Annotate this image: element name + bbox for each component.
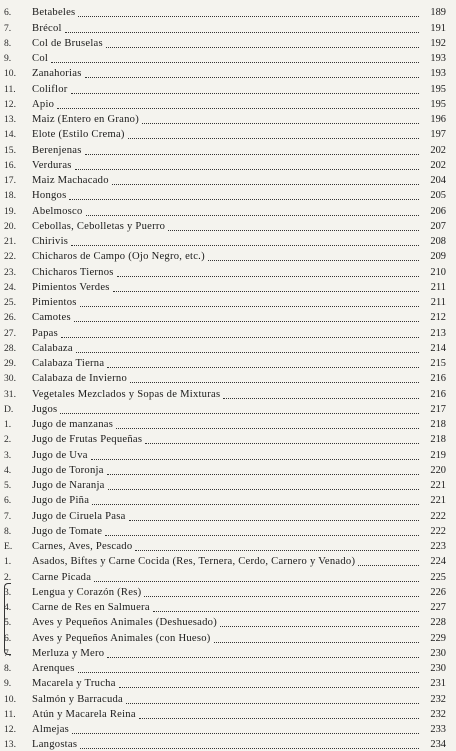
entry-page-number: 195 bbox=[430, 83, 446, 95]
entry-number: 31. bbox=[4, 388, 16, 400]
entry-number: E. bbox=[4, 541, 13, 552]
entry-page-number: 219 bbox=[430, 449, 446, 461]
entry-number: 11. bbox=[4, 708, 16, 720]
dot-leader bbox=[65, 20, 419, 33]
entry-number: 7. bbox=[4, 647, 12, 659]
toc-entry bbox=[0, 706, 456, 721]
entry-title: Jugos bbox=[32, 403, 58, 415]
dot-leader bbox=[108, 477, 419, 490]
dot-leader bbox=[223, 386, 419, 399]
toc-entry bbox=[0, 65, 456, 80]
entry-title: Jugo de Frutas Pequeñas bbox=[32, 434, 143, 446]
entry-title: Atún y Macarela Reina bbox=[32, 708, 136, 720]
entry-number: 8. bbox=[4, 37, 12, 49]
toc-entry bbox=[0, 279, 456, 294]
toc-entry bbox=[0, 309, 456, 324]
toc-entry bbox=[0, 523, 456, 538]
dot-leader bbox=[117, 264, 419, 277]
dot-leader bbox=[129, 508, 419, 521]
entry-title: Coliflor bbox=[32, 83, 68, 95]
entry-number: 15. bbox=[4, 144, 16, 156]
toc-entry bbox=[0, 736, 456, 751]
dot-leader bbox=[145, 431, 419, 444]
entry-number: 13. bbox=[4, 739, 16, 751]
entry-title: Jugo de Uva bbox=[32, 449, 88, 461]
entry-number: 10. bbox=[4, 693, 16, 705]
dot-leader bbox=[80, 294, 419, 307]
entry-page-number: 202 bbox=[430, 159, 446, 171]
entry-title: Macarela y Trucha bbox=[32, 678, 116, 690]
entry-title: Chicharos Tiernos bbox=[32, 266, 114, 278]
entry-page-number: 217 bbox=[430, 403, 446, 415]
entry-title: Cebollas, Cebolletas y Puerro bbox=[32, 220, 166, 232]
entry-page-number: 193 bbox=[430, 53, 446, 64]
toc-entry bbox=[0, 599, 456, 614]
entry-number: 7. bbox=[4, 510, 12, 522]
toc-entry bbox=[0, 462, 456, 477]
entry-page-number: 230 bbox=[430, 663, 446, 674]
entry-number: 9. bbox=[4, 678, 12, 690]
entry-number: 19. bbox=[4, 205, 16, 217]
toc-entry bbox=[0, 629, 456, 644]
dot-leader bbox=[72, 721, 419, 734]
dot-leader bbox=[69, 187, 419, 200]
dot-leader bbox=[107, 462, 419, 475]
toc-entry bbox=[0, 355, 456, 370]
entry-page-number: 224 bbox=[430, 556, 446, 568]
dot-leader bbox=[142, 111, 419, 124]
toc-entry bbox=[0, 4, 456, 19]
entry-title: Brécol bbox=[32, 22, 62, 34]
entry-title: Abelmosco bbox=[32, 205, 83, 217]
entry-number: 7. bbox=[4, 22, 12, 34]
entry-title: Lengua y Corazón (Res) bbox=[32, 586, 142, 598]
entry-title: Langostas bbox=[32, 739, 78, 751]
entry-title: Salmón y Barracuda bbox=[32, 693, 123, 705]
toc-entry bbox=[0, 614, 456, 629]
toc-entry bbox=[0, 50, 456, 65]
dot-leader bbox=[105, 523, 419, 536]
entry-title: Jugo de Ciruela Pasa bbox=[32, 510, 126, 522]
dot-leader bbox=[220, 614, 419, 627]
entry-number: 14. bbox=[4, 129, 16, 141]
entry-number: 27. bbox=[4, 327, 16, 339]
entry-page-number: 226 bbox=[430, 586, 446, 598]
toc-entry bbox=[0, 416, 456, 431]
entry-title: Berenjenas bbox=[32, 144, 82, 156]
entry-title: Col bbox=[32, 53, 49, 64]
entry-page-number: 208 bbox=[430, 236, 446, 247]
entry-number: 16. bbox=[4, 159, 16, 171]
entry-title: Carne Picada bbox=[32, 571, 92, 583]
entry-title: Asados, Biftes y Carne Cocida (Res, Ternera, Cerdo, Carnero y Venado) bbox=[32, 556, 356, 568]
dot-leader bbox=[71, 81, 419, 94]
entry-title: Carne de Res en Salmuera bbox=[32, 602, 150, 613]
dot-leader bbox=[61, 325, 419, 338]
entry-page-number: 228 bbox=[430, 617, 446, 629]
entry-page-number: 222 bbox=[430, 510, 446, 522]
dot-leader bbox=[135, 538, 419, 551]
entry-number: 2. bbox=[4, 434, 12, 446]
margin-bracket-mark bbox=[4, 583, 11, 655]
entry-page-number: 222 bbox=[430, 525, 446, 537]
dot-leader bbox=[214, 630, 419, 643]
dot-leader bbox=[57, 96, 419, 109]
toc-entry bbox=[0, 431, 456, 446]
entry-title: Pimientos bbox=[32, 297, 77, 308]
toc-entry bbox=[0, 370, 456, 385]
entry-number: 18. bbox=[4, 190, 16, 202]
entry-page-number: 209 bbox=[430, 251, 446, 263]
entry-number: 6. bbox=[4, 7, 12, 19]
entry-title: Arenques bbox=[32, 663, 75, 674]
toc-entry bbox=[0, 80, 456, 95]
dot-leader bbox=[128, 126, 419, 139]
entry-number: 21. bbox=[4, 236, 16, 247]
entry-page-number: 225 bbox=[430, 571, 446, 583]
dot-leader bbox=[126, 691, 419, 704]
entry-number: 8. bbox=[4, 525, 12, 537]
entry-number: 2. bbox=[4, 571, 12, 583]
entry-page-number: 218 bbox=[430, 434, 446, 446]
entry-title: Apio bbox=[32, 98, 55, 110]
dot-leader bbox=[113, 279, 419, 292]
entry-title: Chirivis bbox=[32, 236, 69, 247]
entry-number: 23. bbox=[4, 266, 16, 278]
toc-entry bbox=[0, 477, 456, 492]
entry-page-number: 213 bbox=[430, 327, 446, 339]
entry-page-number: 193 bbox=[430, 68, 446, 80]
entry-title: Carnes, Aves, Pescado bbox=[32, 541, 133, 552]
entry-page-number: 223 bbox=[430, 541, 446, 552]
dot-leader bbox=[78, 660, 419, 673]
dot-leader bbox=[106, 35, 419, 48]
dot-leader bbox=[107, 645, 419, 658]
entry-page-number: 191 bbox=[430, 22, 446, 34]
entry-page-number: 234 bbox=[430, 739, 446, 751]
entry-number: 22. bbox=[4, 251, 16, 263]
entry-number: 6. bbox=[4, 495, 12, 507]
entry-number: 3. bbox=[4, 449, 12, 461]
dot-leader bbox=[85, 65, 419, 78]
entry-page-number: 215 bbox=[430, 358, 446, 369]
toc-entry bbox=[0, 248, 456, 263]
dot-leader bbox=[60, 401, 419, 414]
entry-page-number: 189 bbox=[430, 7, 446, 19]
dot-leader bbox=[71, 233, 419, 246]
dot-leader bbox=[107, 355, 419, 368]
dot-leader bbox=[139, 706, 419, 719]
toc-entry bbox=[0, 538, 456, 553]
entry-number: D. bbox=[4, 403, 14, 415]
entry-number: 1. bbox=[4, 419, 12, 430]
toc-list bbox=[0, 4, 456, 751]
entry-title: Merluza y Mero bbox=[32, 647, 105, 659]
entry-page-number: 207 bbox=[430, 220, 446, 232]
dot-leader bbox=[208, 248, 419, 261]
dot-leader bbox=[358, 553, 419, 566]
toc-entry bbox=[0, 385, 456, 400]
toc-entry bbox=[0, 202, 456, 217]
entry-number: 26. bbox=[4, 312, 16, 324]
entry-number: 6. bbox=[4, 632, 12, 644]
toc-entry bbox=[0, 35, 456, 50]
entry-number: 10. bbox=[4, 68, 16, 80]
entry-number: 8. bbox=[4, 663, 12, 674]
entry-title: Papas bbox=[32, 327, 58, 339]
toc-entry bbox=[0, 690, 456, 705]
entry-page-number: 195 bbox=[430, 98, 446, 110]
entry-page-number: 232 bbox=[430, 693, 446, 705]
entry-page-number: 205 bbox=[430, 190, 446, 202]
entry-page-number: 220 bbox=[430, 464, 446, 476]
entry-page-number: 206 bbox=[430, 205, 446, 217]
toc-entry bbox=[0, 507, 456, 522]
entry-page-number: 196 bbox=[430, 114, 446, 125]
dot-leader bbox=[168, 218, 419, 231]
toc-entry bbox=[0, 645, 456, 660]
toc-entry bbox=[0, 141, 456, 156]
entry-title: Calabaza bbox=[32, 342, 73, 354]
toc-entry bbox=[0, 172, 456, 187]
entry-number: 9. bbox=[4, 53, 12, 64]
entry-number: 25. bbox=[4, 297, 16, 308]
toc-entry bbox=[0, 492, 456, 507]
toc-entry bbox=[0, 19, 456, 34]
dot-leader bbox=[86, 203, 419, 216]
toc-entry bbox=[0, 721, 456, 736]
entry-title: Maiz (Entero en Grano) bbox=[32, 114, 139, 125]
entry-title: Camotes bbox=[32, 312, 71, 324]
dot-leader bbox=[85, 142, 419, 155]
entry-title: Jugo de Toronja bbox=[32, 464, 104, 476]
toc-entry bbox=[0, 187, 456, 202]
entry-page-number: 211 bbox=[430, 297, 446, 308]
entry-page-number: 197 bbox=[430, 129, 446, 141]
entry-title: Calabaza Tierna bbox=[32, 358, 105, 369]
toc-entry bbox=[0, 401, 456, 416]
toc-entry bbox=[0, 553, 456, 568]
entry-title: Aves y Pequeños Animales (Deshuesado) bbox=[32, 617, 217, 629]
entry-number: 12. bbox=[4, 724, 16, 735]
toc-entry bbox=[0, 96, 456, 111]
toc-entry bbox=[0, 294, 456, 309]
toc-entry bbox=[0, 233, 456, 248]
dot-leader bbox=[80, 736, 419, 749]
toc-entry bbox=[0, 126, 456, 141]
entry-title: Jugo de manzanas bbox=[32, 419, 114, 430]
entry-title: Pimientos Verdes bbox=[32, 281, 110, 293]
dot-leader bbox=[94, 569, 419, 582]
entry-page-number: 202 bbox=[430, 144, 446, 156]
entry-number: 30. bbox=[4, 373, 16, 385]
entry-title: Hongos bbox=[32, 190, 67, 202]
dot-leader bbox=[51, 50, 419, 63]
entry-title: Col de Bruselas bbox=[32, 37, 103, 49]
entry-page-number: 221 bbox=[430, 495, 446, 507]
toc-entry bbox=[0, 324, 456, 339]
entry-page-number: 204 bbox=[430, 175, 446, 186]
dot-leader bbox=[92, 492, 419, 505]
toc-entry bbox=[0, 675, 456, 690]
entry-number: 5. bbox=[4, 480, 12, 491]
dot-leader bbox=[76, 340, 419, 353]
dot-leader bbox=[74, 309, 419, 322]
entry-number: 29. bbox=[4, 358, 16, 369]
entry-title: Vegetales Mezclados y Sopas de Mixturas bbox=[32, 388, 221, 400]
entry-page-number: 231 bbox=[430, 678, 446, 690]
entry-title: Almejas bbox=[32, 724, 70, 735]
entry-title: Zanahorias bbox=[32, 68, 82, 80]
entry-page-number: 192 bbox=[430, 37, 446, 49]
toc-entry bbox=[0, 111, 456, 126]
dot-leader bbox=[144, 584, 419, 597]
toc-entry bbox=[0, 263, 456, 278]
entry-number: 11. bbox=[4, 83, 16, 95]
entry-title: Jugo de Naranja bbox=[32, 480, 105, 491]
entry-title: Calabaza de Invierno bbox=[32, 373, 128, 385]
entry-page-number: 227 bbox=[430, 602, 446, 613]
entry-page-number: 212 bbox=[430, 312, 446, 324]
entry-number: 13. bbox=[4, 114, 16, 125]
entry-title: Aves y Pequeños Animales (con Hueso) bbox=[32, 632, 211, 644]
entry-number: 20. bbox=[4, 220, 16, 232]
entry-page-number: 230 bbox=[430, 647, 446, 659]
entry-page-number: 218 bbox=[430, 419, 446, 430]
entry-title: Verduras bbox=[32, 159, 72, 171]
entry-number: 24. bbox=[4, 281, 16, 293]
toc-entry bbox=[0, 660, 456, 675]
entry-title: Chicharos de Campo (Ojo Negro, etc.) bbox=[32, 251, 205, 263]
entry-number: 4. bbox=[4, 464, 12, 476]
dot-leader bbox=[112, 172, 419, 185]
toc-entry bbox=[0, 157, 456, 172]
dot-leader bbox=[78, 4, 419, 17]
entry-number: 12. bbox=[4, 98, 16, 110]
dot-leader bbox=[91, 447, 419, 460]
toc-entry bbox=[0, 218, 456, 233]
entry-page-number: 229 bbox=[430, 632, 446, 644]
entry-title: Maiz Machacado bbox=[32, 175, 109, 186]
entry-page-number: 216 bbox=[430, 373, 446, 385]
dot-leader bbox=[153, 599, 419, 612]
entry-number: 17. bbox=[4, 175, 16, 186]
entry-number: 4. bbox=[4, 602, 12, 613]
entry-title: Betabeles bbox=[32, 7, 76, 19]
entry-page-number: 210 bbox=[430, 266, 446, 278]
toc-entry bbox=[0, 340, 456, 355]
entry-page-number: 211 bbox=[430, 281, 446, 293]
entry-page-number: 221 bbox=[430, 480, 446, 491]
entry-title: Elote (Estilo Crema) bbox=[32, 129, 125, 141]
entry-number: 5. bbox=[4, 617, 12, 629]
toc-entry bbox=[0, 446, 456, 461]
entry-page-number: 233 bbox=[430, 724, 446, 735]
entry-title: Jugo de Piña bbox=[32, 495, 90, 507]
entry-number: 28. bbox=[4, 342, 16, 354]
entry-page-number: 232 bbox=[430, 708, 446, 720]
dot-leader bbox=[130, 370, 419, 383]
toc-entry bbox=[0, 568, 456, 583]
entry-number: 3. bbox=[4, 586, 12, 598]
entry-title: Jugo de Tomate bbox=[32, 525, 103, 537]
dot-leader bbox=[119, 675, 419, 688]
dot-leader bbox=[75, 157, 419, 170]
entry-page-number: 216 bbox=[430, 388, 446, 400]
entry-number: 1. bbox=[4, 556, 12, 568]
entry-page-number: 214 bbox=[430, 342, 446, 354]
dot-leader bbox=[116, 416, 419, 429]
toc-entry bbox=[0, 584, 456, 599]
